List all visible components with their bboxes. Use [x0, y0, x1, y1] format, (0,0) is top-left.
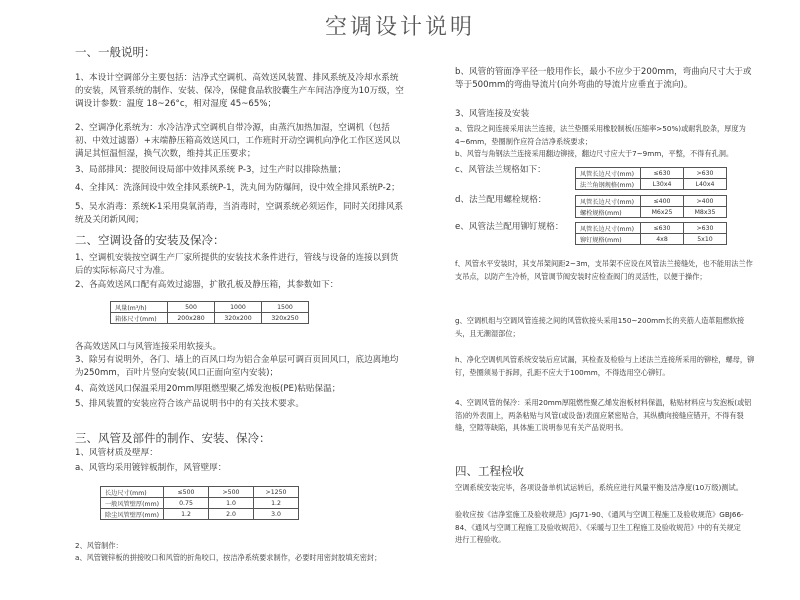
- table-row: [576, 234, 727, 245]
- paragraph: 1、空调机安装按空调生产厂家所提供的安装技术条件进行，管线与设备的连接以到货后的实际标高尺寸为准。: [75, 253, 399, 276]
- section-heading: 一、一般说明：: [75, 45, 156, 59]
- table-row: [101, 509, 299, 520]
- paragraph: 各高效送风口与风管连接采用软接头。: [75, 342, 222, 352]
- table-cell: 500: [168, 302, 215, 313]
- paragraph: 4、全排风：洗涤间设中效全排风系统P-1，洗丸间为防爆间，设中效全排风系统P-2；: [75, 183, 400, 193]
- table-cell: M8x35: [684, 207, 727, 218]
- paragraph: 3、局部排风：提胶间设局部中效排风系统 P-3，过生产时以排除热量；: [75, 165, 346, 175]
- paragraph: a、管段之间连接采用法兰连接，法兰垫圈采用橡胶制板(压缩率>50%)或耐乳胶条，厚度为4~6mm，垫圈制作应符合洁净系统要求；: [455, 124, 746, 146]
- paragraph: 验收应按《洁净室施工及验收规范》JGJ71-90、《通风与空调工程施工及验收规范》GBJ66-84、《通风与空调工程施工及验收规范》、《采暖与卫生工程施工及验收规范》中的有关规定进行工程验收。: [455, 510, 744, 544]
- table-cell: 2.0: [209, 509, 254, 520]
- table-cell: 4x8: [641, 234, 684, 245]
- paragraph: g、空调机组与空调风管连接之间的风管软接头采用150~200mm长的夹筋人造革阻燃软接头，且无潮湿部位；: [455, 316, 745, 338]
- section-heading: 三、风管及部件的制作、安装、保冷：: [75, 431, 271, 445]
- table-row: [101, 487, 299, 498]
- table-cell: 风管长边尺寸(mm): [576, 196, 641, 207]
- outlet-param-table: [110, 301, 309, 324]
- table-cell: ≤630: [641, 223, 684, 234]
- table-row: [576, 179, 727, 190]
- table-cell: ≤500: [164, 487, 209, 498]
- paragraph: h、净化空调机风管系统安装后应试漏，其检查及检验与上述法兰连接所采用的铆栓，螺母，铆钉，垫圈须易于拆卸，孔距不应大于100mm，不得选用空心铆钉。: [455, 355, 755, 377]
- table-cell: ≤630: [641, 168, 684, 179]
- paragraph: b、风管与角钢法兰连接采用翻边铆接，翻边尺寸应大于7~9mm，平整，不得有孔洞。: [455, 149, 734, 158]
- table-cell: 箱体尺寸(mm): [111, 313, 168, 324]
- table-row: [576, 223, 727, 234]
- paragraph: 5、排风装置的安装应符合该产品说明书中的有关技术要求。: [75, 399, 304, 409]
- paragraph: f、风管水平安装时，其支吊架间距2~3m，支吊架不应设在风管法兰接缝处，也不能用法兰作支吊点，以防产生冷桥，风管调节阀安装时应检查阀门的灵活性，以便于操作；: [455, 259, 753, 281]
- table-cell: 200x280: [168, 313, 215, 324]
- table-cell: 1.2: [164, 509, 209, 520]
- bolt-spec-table: [575, 195, 727, 218]
- table-cell: 风量(m³/h): [111, 302, 168, 313]
- table-cell: 法兰角钢规格(mm): [576, 179, 641, 190]
- sub-heading: 2、风管制作：: [75, 541, 123, 550]
- table-cell: 除尘风管壁厚(mm): [101, 509, 164, 520]
- table-cell: >630: [684, 168, 727, 179]
- table-cell: 铆钉规格(mm): [576, 234, 641, 245]
- table-cell: 0.75: [164, 498, 209, 509]
- table-row: [111, 302, 309, 313]
- flange-spec-table: [575, 167, 727, 190]
- paragraph: b、风管的管面净平径一般用作长，最小不应少于200mm，弯曲向尺寸大于或等于500mm的弯曲导流片(向外弯曲的导流片应垂直于流向)。: [455, 67, 752, 90]
- table-cell: 螺栓规格(mm): [576, 207, 641, 218]
- sub-heading: 1、风管材质及壁厚：: [75, 448, 158, 458]
- paragraph: 1、本设计空调部分主要包括：洁净式空调机、高效送风装置、排风系统及冷却水系统的安装，风管系统的制作、安装、保冷，保健食品软胶囊生产车间洁净度为10万级，空调设计参数：温度 18~26°c，相对湿度 45~65%；: [75, 73, 404, 109]
- duct-thickness-table: [100, 486, 299, 520]
- table-cell: >400: [684, 196, 727, 207]
- table-cell: >500: [209, 487, 254, 498]
- table-cell: 320x250: [262, 313, 309, 324]
- table-cell: 5x10: [684, 234, 727, 245]
- table-cell: 一般风管壁厚(mm): [101, 498, 164, 509]
- table-cell: M6x25: [641, 207, 684, 218]
- paragraph: 2、空调净化系统为：水冷洁净式空调机自带冷源，由蒸汽加热加湿，空调机（包括初、中效过滤器）+末端静压箱高效送风口，工作班时开动空调机向净化工作区送风以满足其恒温恒湿，换气次数，维持其正压要求；: [75, 123, 401, 159]
- table-cell: L40x4: [684, 179, 727, 190]
- table-row: [576, 207, 727, 218]
- table-cell: >1250: [254, 487, 299, 498]
- table-row: [111, 313, 309, 324]
- table-cell: 320x200: [215, 313, 262, 324]
- paragraph: d、法兰配用螺栓规格：: [455, 195, 547, 205]
- table-cell: >630: [684, 223, 727, 234]
- table-row: [576, 196, 727, 207]
- table-cell: 1500: [262, 302, 309, 313]
- sub-heading: a、风管均采用镀锌板制作，风管壁厚：: [75, 463, 227, 473]
- table-cell: 长边尺寸(mm): [101, 487, 164, 498]
- table-cell: 3.0: [254, 509, 299, 520]
- table-cell: 1000: [215, 302, 262, 313]
- table-cell: 风管长边尺寸(mm): [576, 223, 641, 234]
- section-heading: 四、工程检收: [455, 464, 524, 478]
- table-cell: 1.0: [209, 498, 254, 509]
- sub-heading: 3、风管连接及安装: [455, 109, 530, 119]
- paragraph: 4、空调风管的保冷：采用20mm厚阻燃性聚乙烯发泡板材料保温，粘贴材料应与发泡板(或铝箔)的外表面上，两条粘贴与风管(或设备)表面应紧密贴合，其纵横向接缝应错开，不得有裂缝，空隙等缺陷，具体施工说明参见有关产品说明书。: [455, 398, 752, 432]
- paragraph: 5、吴水消毒：系统K-1采用臭氧消毒，当消毒时，空调系统必须运作，同时关闭排风系统及关闭新风阀；: [75, 202, 404, 225]
- paragraph: 3、除另有说明外，各门、墙上的百风口均为铝合金单层可调百页回风口，底边离地均为250mm，百叶片竖向安装(风口正面向室内安装)；: [75, 355, 399, 378]
- paragraph: a、风管镀锌板的拼接咬口和风管的折角咬口，按洁净系统要求制作，必要时用密封胶填充密封；: [75, 553, 382, 562]
- table-row: [101, 498, 299, 509]
- paragraph: 空调系统安装完毕，各项设备单机试运转后，系统应进行风量平衡及洁净度(10万级)测试。: [455, 483, 743, 492]
- table-row: [576, 168, 727, 179]
- paragraph: e、风管法兰配用铆钉规格：: [455, 222, 564, 232]
- paragraph: 2、各高效送风口配有高效过滤器，扩散孔板及静压箱，其参数如下：: [75, 280, 339, 290]
- table-cell: ≤400: [641, 196, 684, 207]
- table-cell: L30x4: [641, 179, 684, 190]
- table-cell: 风管长边尺寸(mm): [576, 168, 641, 179]
- section-heading: 二、空调设备的安装及保冷：: [75, 233, 225, 247]
- table-cell: 1.2: [254, 498, 299, 509]
- paragraph: c、风管法兰规格如下：: [455, 165, 546, 175]
- paragraph: 4、高效送风口保温采用20mm厚阻燃型聚乙烯发泡板(PE)粘贴保温；: [75, 384, 341, 394]
- page-title: 空调设计说明: [324, 15, 475, 40]
- rivet-spec-table: [575, 222, 727, 245]
